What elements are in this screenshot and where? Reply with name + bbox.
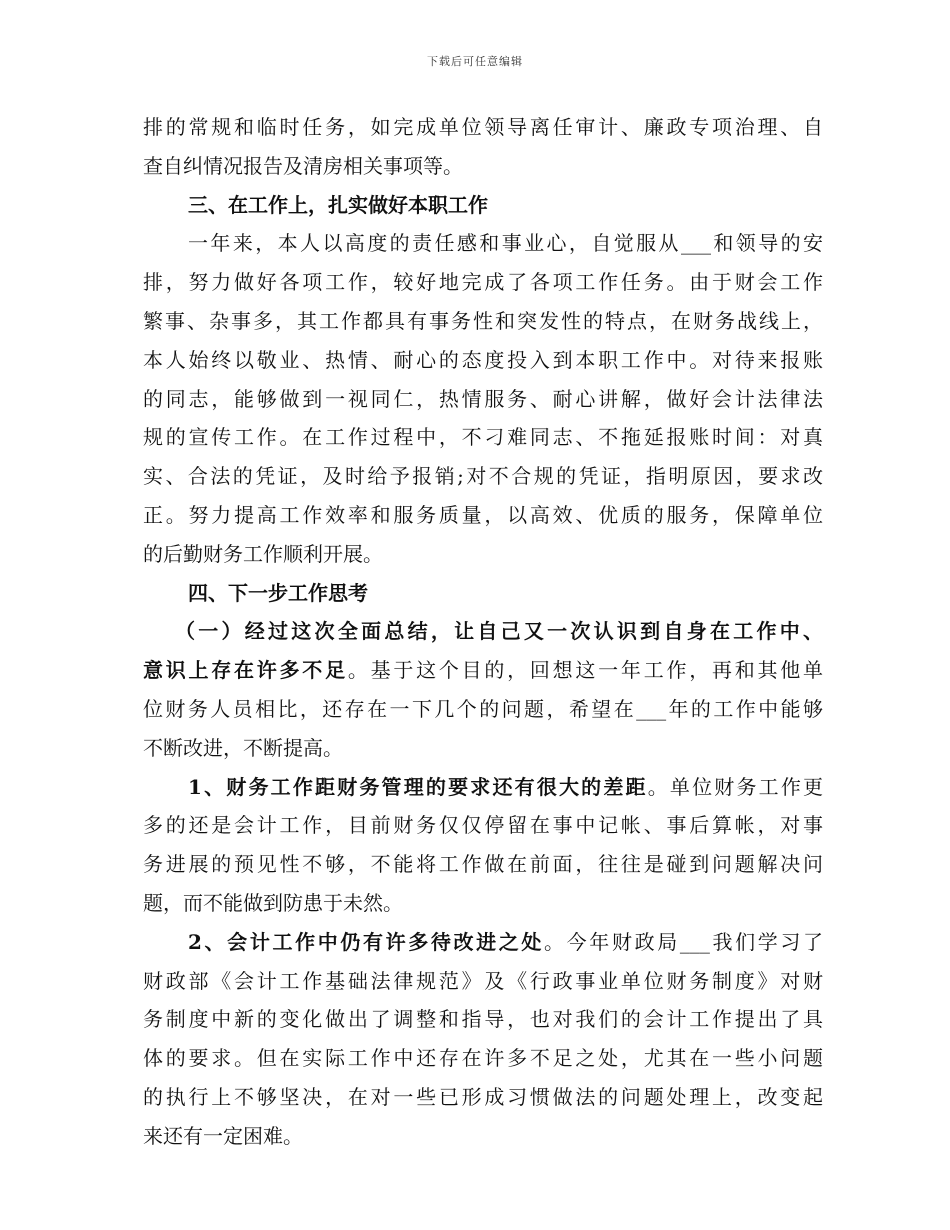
paragraph-line: 题，而不能做到防患于未然。 [143, 890, 403, 915]
paragraph-line: 查自纠情况报告及清房相关事项等。 [143, 153, 463, 178]
paragraph-line: 不断改进，不断提高。 [143, 735, 343, 760]
line-text: 。基于这个目的，回想这一年工作，再和其他单 [347, 658, 824, 683]
document-body [143, 108, 823, 1156]
bold-text: 1、财务工作距财务管理的要求还有很大的差距 [188, 774, 648, 799]
paragraph-line: 本人始终以敬业、热情、耐心的态度投入到本职工作中。对待来报账 [143, 347, 823, 372]
section-heading: 三、在工作上，扎实做好本职工作 [188, 192, 488, 217]
paragraph-line: 的同志，能够做到一视同仁，热情服务、耐心讲解，做好会计法律法 [143, 386, 823, 411]
paragraph-line [143, 224, 823, 263]
paragraph-line: 繁事、杂事多，其工作都具有事务性和突发性的特点，在财务战线上， [143, 308, 823, 333]
fill-blank: ___ [680, 231, 711, 256]
subsection-heading: （一）经过这次全面总结，让自己又一次认识到自身在工作中、 [175, 619, 823, 644]
paragraph-line: 多的还是会计工作，目前财务仅仅停留在事中记帐、事后算帐，对事 [143, 813, 823, 838]
paragraph-line: 体的要求。但在实际工作中还存在许多不足之处，尤其在一些小问题 [143, 1046, 823, 1071]
line-text: 我们学习了 [709, 929, 824, 954]
line-text: 和领导的安 [710, 231, 824, 256]
section-heading: 四、下一步工作思考 [188, 580, 368, 605]
line-text: 。单位财务工作更 [647, 774, 824, 799]
line-text: 。今年财政局 [544, 929, 680, 954]
paragraph-line: 务进展的预见性不够，不能将工作做在前面，往往是碰到问题解决问 [143, 852, 823, 877]
paragraph-line: 的后勤财务工作顺利开展。 [143, 541, 383, 566]
bold-text: 2、会计工作中仍有许多待改进之处 [188, 929, 545, 954]
paragraph-line [143, 690, 823, 729]
fill-blank: ___ [636, 696, 667, 721]
paragraph-line: 务制度中新的变化做出了调整和指导，也对我们的会计工作提出了具 [143, 1007, 823, 1032]
line-text: 位财务人员相比，还存在一下几个的问题，希望在 [143, 696, 637, 721]
page-header: 下载后可任意编辑 [427, 55, 523, 68]
paragraph-line: 正。努力提高工作效率和服务质量，以高效、优质的服务，保障单位 [143, 502, 823, 527]
paragraph-line: 排的常规和临时任务，如完成单位领导离任审计、廉政专项治理、自 [143, 115, 823, 139]
line-text: 一年来，本人以高度的责任感和事业心，自觉服从 [188, 231, 681, 256]
paragraph-line [143, 923, 823, 962]
paragraph-line: 规的宣传工作。在工作过程中，不刁难同志、不拖延报账时间：对真 [143, 425, 823, 450]
paragraph-line: 的执行上不够坚决，在对一些已形成习惯做法的问题处理上，改变起 [143, 1084, 823, 1109]
paragraph-line [143, 651, 823, 690]
bold-text: 意识上存在许多不足 [143, 658, 348, 683]
paragraph-line: 实、合法的凭证，及时给予报销;对不合规的凭证，指明原因，要求改 [143, 464, 823, 489]
paragraph-line [143, 768, 823, 807]
line-text: 年的工作中能够 [666, 696, 824, 721]
fill-blank: ___ [679, 929, 710, 954]
paragraph-line: 排，努力做好各项工作，较好地完成了各项工作任务。由于财会工作 [143, 270, 823, 295]
paragraph-line: 财政部《会计工作基础法律规范》及《行政事业单位财务制度》对财 [143, 968, 823, 993]
paragraph-line: 来还有一定困难。 [143, 1123, 303, 1148]
